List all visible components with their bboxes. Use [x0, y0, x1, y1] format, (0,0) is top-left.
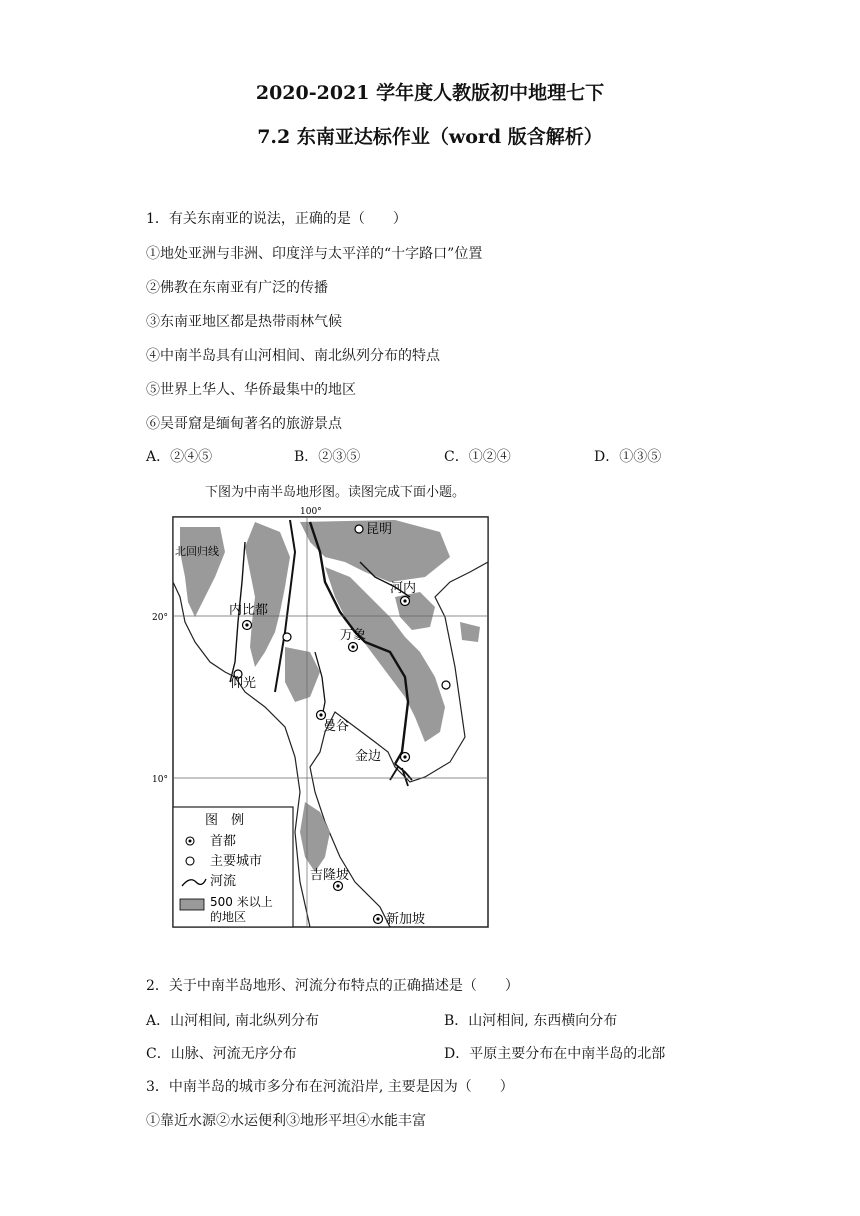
- q1-statement-3: ③东南亚地区都是热带雨林气候: [146, 314, 342, 330]
- legend-river: 河流: [210, 874, 237, 889]
- city-label-singapore: 新加坡: [386, 912, 426, 927]
- legend-city: 主要城市: [210, 854, 263, 869]
- legend-capital: 首都: [210, 834, 237, 849]
- city-label-yangon: 仰光: [230, 676, 257, 691]
- legend-highland-line1: 500 米以上: [210, 895, 273, 909]
- city-label-naypyidaw: 内比都: [229, 603, 269, 618]
- lat-20-label: 20°: [152, 613, 168, 623]
- q2-option-b: B．山河相间, 东西横向分布: [444, 1013, 618, 1029]
- city-label-vientiane: 万象: [340, 628, 367, 643]
- legend-title: 图 例: [205, 813, 245, 828]
- q3-statement: ①靠近水源②水运便利③地形平坦④水能丰富: [146, 1113, 426, 1129]
- document-title-line1: 2020-2021 学年度人教版初中地理七下: [255, 82, 605, 104]
- q1-statement-5: ⑤世界上华人、华侨最集中的地区: [146, 382, 356, 398]
- document-title-line2: 7.2 东南亚达标作业（word 版含解析）: [257, 126, 603, 148]
- map-caption: 下图为中南半岛地形图。读图完成下面小题。: [205, 485, 466, 500]
- q1-statement-1: ①地处亚洲与非洲、印度洋与太平洋的“十字路口”位置: [146, 246, 483, 262]
- q3-stem: 3．中南半岛的城市多分布在河流沿岸, 主要是因为（ ）: [146, 1079, 514, 1095]
- q1-option-b: B．②③⑤: [294, 449, 361, 465]
- q1-option-d: D．①③⑤: [594, 449, 662, 465]
- lat-10-label: 10°: [152, 775, 168, 785]
- indochina-terrain-map: [150, 502, 495, 932]
- q2-option-d: D．平原主要分布在中南半岛的北部: [444, 1046, 666, 1062]
- q1-statement-4: ④中南半岛具有山河相间、南北纵列分布的特点: [146, 348, 440, 364]
- map-legend: [173, 807, 293, 927]
- lon-100-label: 100°: [300, 507, 322, 517]
- q1-option-c: C．①②④: [444, 449, 511, 465]
- city-label-kualalumpur: 吉隆坡: [310, 868, 350, 883]
- q2-option-c: C．山脉、河流无序分布: [146, 1046, 297, 1062]
- city-label-kunming: 昆明: [366, 522, 393, 537]
- city-label-hanoi: 河内: [390, 581, 417, 596]
- q1-stem: 1．有关东南亚的说法，正确的是（ ）: [146, 211, 407, 227]
- legend-highland-line2: 的地区: [210, 910, 247, 924]
- q1-statement-2: ②佛教在东南亚有广泛的传播: [146, 280, 328, 296]
- q2-stem: 2．关于中南半岛地形、河流分布特点的正确描述是（ ）: [146, 978, 519, 994]
- city-label-phnompenh: 金边: [355, 749, 382, 764]
- city-label-bangkok: 曼谷: [323, 719, 350, 734]
- q2-option-a: A．山河相间, 南北纵列分布: [146, 1013, 320, 1029]
- q1-option-a: A．②④⑤: [146, 449, 213, 465]
- q1-statement-6: ⑥吴哥窟是缅甸著名的旅游景点: [146, 416, 342, 432]
- tropic-of-cancer-label: 北回归线: [175, 545, 219, 558]
